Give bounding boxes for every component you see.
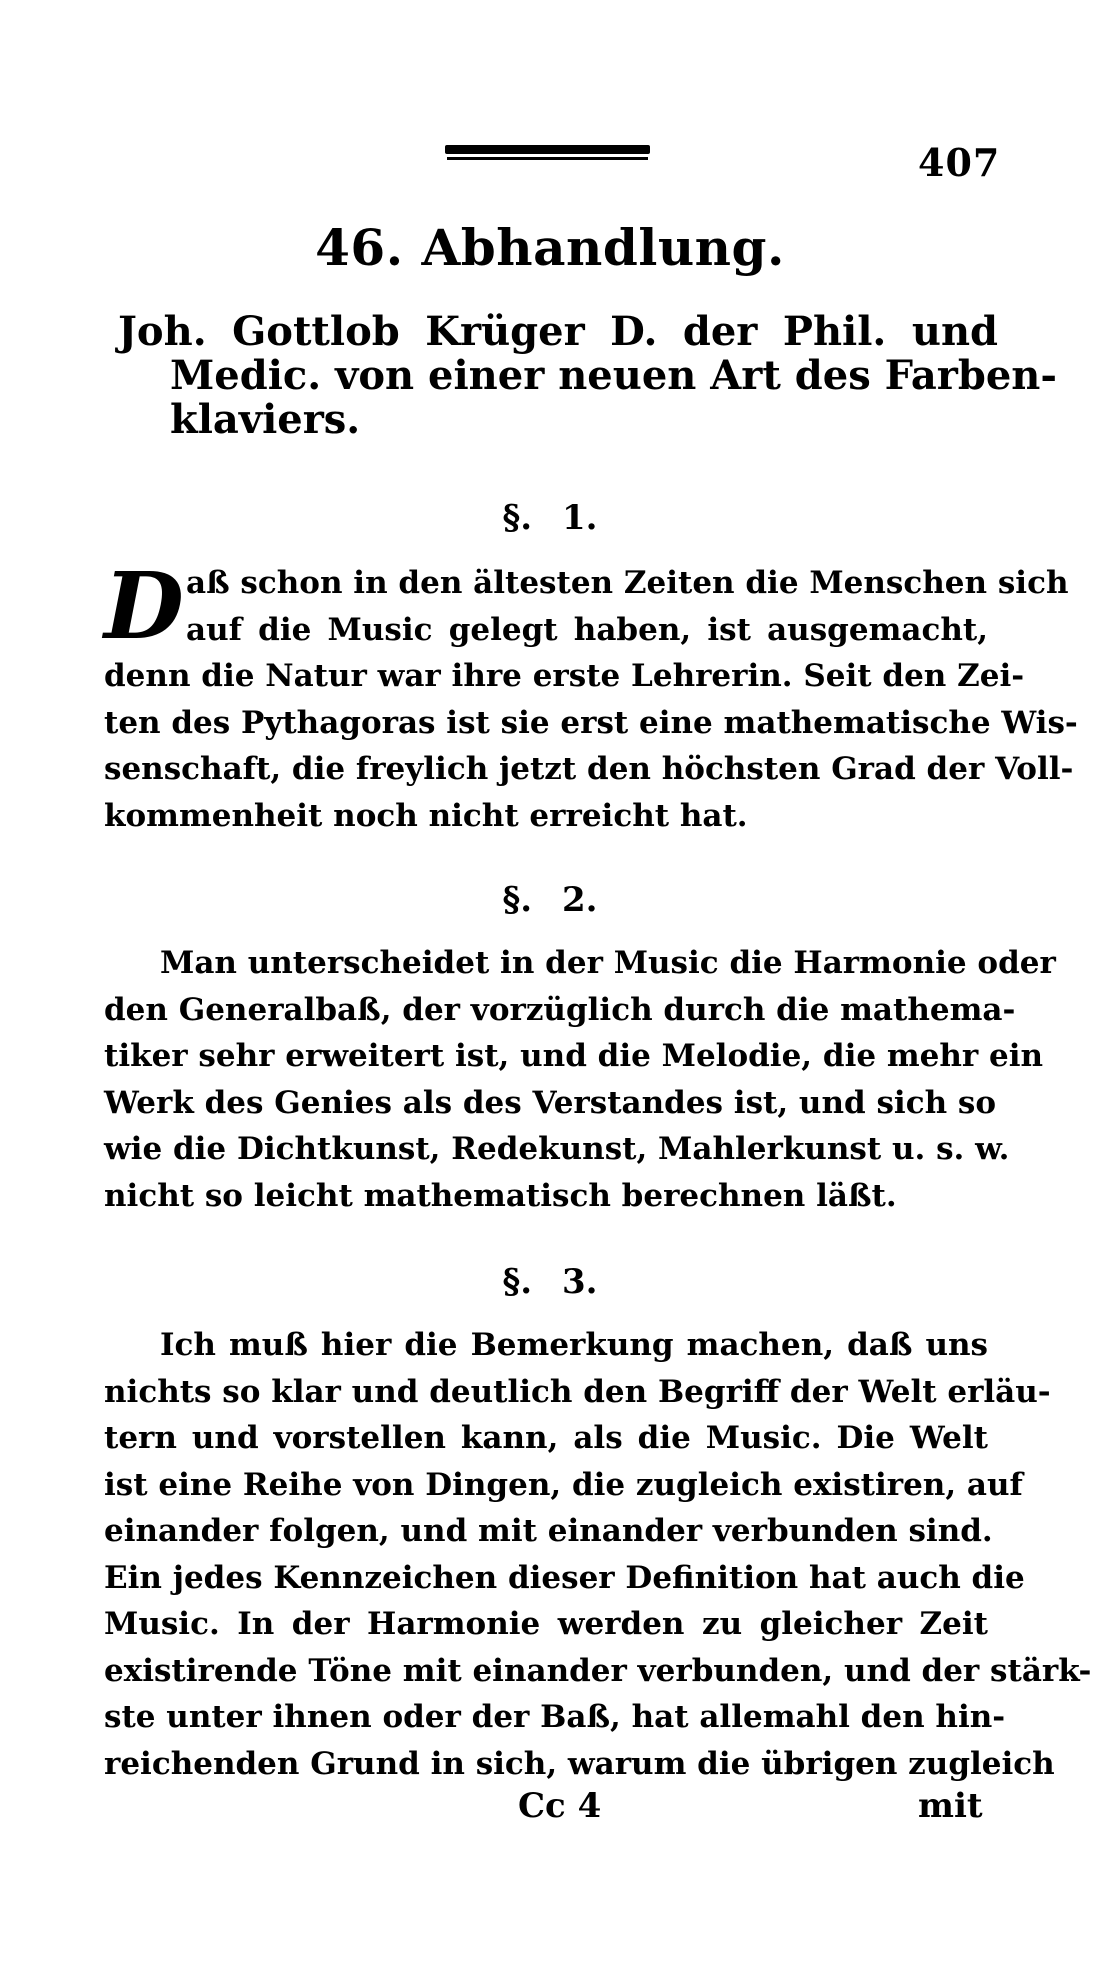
text-line: auf die Music gelegt haben, ist ausgemacht, xyxy=(186,611,988,648)
text-line: einander folgen, und mit einander verbunden sind. xyxy=(104,1513,993,1549)
text-line: ste unter ihnen oder der Baß, hat allemahl den hin- xyxy=(104,1699,1006,1735)
heading-line: klaviers. xyxy=(170,396,361,443)
text-line: wie die Dichtkunst, Redekunst, Mahlerkunst u. s. w. xyxy=(104,1131,1010,1167)
article-heading xyxy=(118,308,1057,443)
paragraph-3 xyxy=(104,1322,1092,1787)
section-mark-3: §. 3. xyxy=(502,1262,598,1302)
heading-line: Joh. Gottlob Krüger D. der Phil. und xyxy=(118,308,998,355)
text-line: Ich muß hier die Bemerkung machen, daß uns xyxy=(160,1327,988,1363)
heading-line: Medic. von einer neuen Art des Farben- xyxy=(170,352,1057,399)
text-line: denn die Natur war ihre erste Lehrerin. Seit den Zei- xyxy=(104,658,1025,694)
catchword: mit xyxy=(918,1786,983,1826)
text-line: Man unterscheidet in der Music die Harmonie oder xyxy=(160,945,1056,981)
text-line: den Generalbaß, der vorzüglich durch die mathema- xyxy=(104,991,1016,1028)
page-number: 407 xyxy=(918,140,1001,185)
chapter-title: 46. Abhandlung. xyxy=(315,218,785,277)
text-line: nichts so klar und deutlich den Begriff der Welt erläu- xyxy=(104,1373,1051,1410)
text-line: reichenden Grund in sich, warum die übrigen zugleich xyxy=(104,1745,1055,1782)
signature-mark: Cc 4 xyxy=(518,1786,602,1826)
text-line: nicht so leicht mathematisch berechnen läßt. xyxy=(104,1177,897,1214)
text-line: Ein jedes Kennzeichen dieser Definition hat auch die xyxy=(104,1559,1025,1596)
section-mark-2: §. 2. xyxy=(502,880,598,920)
section-mark-1: §. 1. xyxy=(502,498,598,538)
header-rule-thin xyxy=(447,157,648,160)
text-line: Werk des Genies als des Verstandes ist, und sich so xyxy=(104,1084,997,1121)
text-line: senschaft, die freylich jetzt den höchsten Grad der Voll- xyxy=(104,751,1074,787)
text-line: tern und vorstellen kann, als die Music. Die Welt xyxy=(104,1420,988,1456)
drop-cap: D xyxy=(104,552,184,660)
text-line: ten des Pythagoras ist sie erst eine mathematische Wis- xyxy=(104,704,1078,741)
paragraph-1 xyxy=(104,552,1078,839)
header-rule-thick xyxy=(445,145,650,154)
header-rule xyxy=(445,145,650,163)
paragraph-2 xyxy=(104,940,1056,1219)
text-line: existirende Töne mit einander verbunden, und der stärk- xyxy=(104,1652,1092,1689)
text-line: ist eine Reihe von Dingen, die zugleich existiren, auf xyxy=(104,1466,1023,1503)
text-line: Music. In der Harmonie werden zu gleicher Zeit xyxy=(104,1606,988,1642)
text-line: tiker sehr erweitert ist, und die Melodie, die mehr ein xyxy=(104,1038,1044,1074)
text-line: aß schon in den ältesten Zeiten die Menschen sich xyxy=(186,565,1069,601)
text-line: kommenheit noch nicht erreicht hat. xyxy=(104,797,748,834)
